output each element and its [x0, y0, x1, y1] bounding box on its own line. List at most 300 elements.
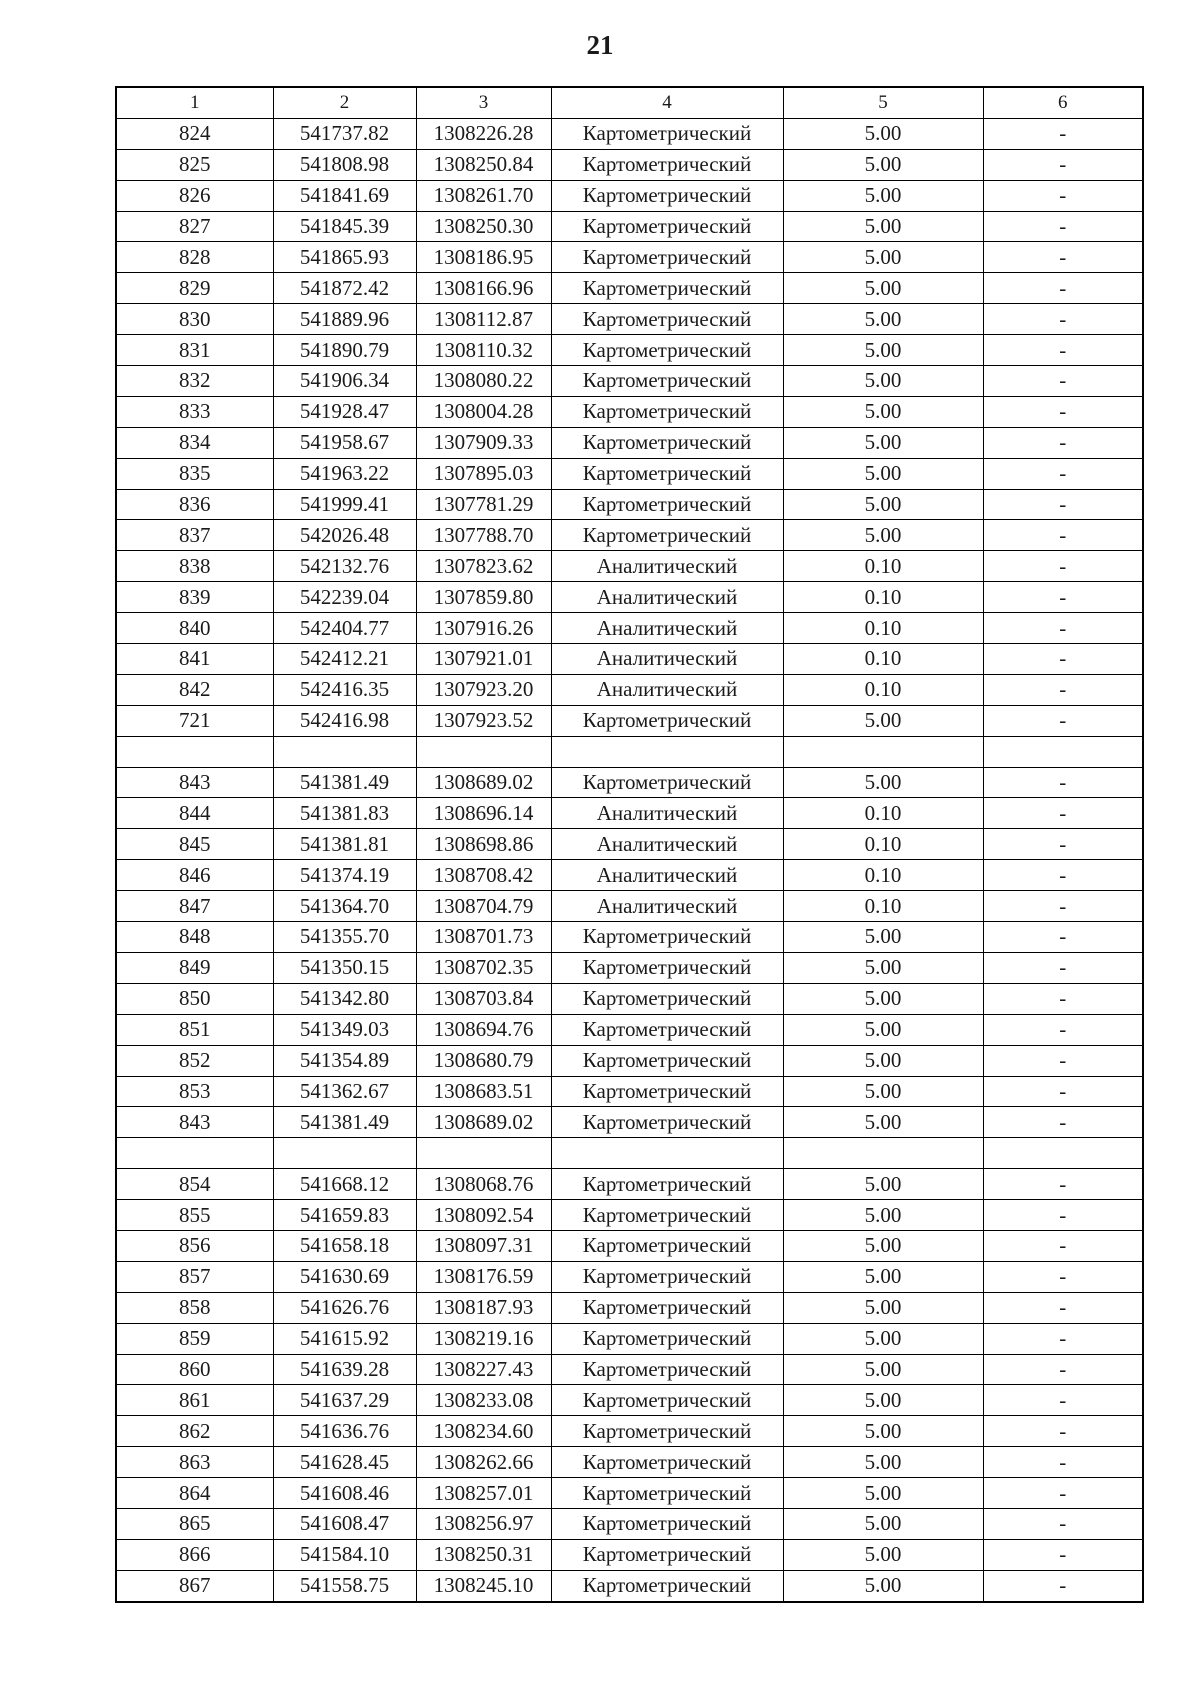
method-cell: Аналитический	[551, 551, 783, 582]
y-coordinate-cell: 1308701.73	[416, 922, 551, 953]
x-coordinate-cell: 542404.77	[273, 613, 416, 644]
accuracy-cell: 0.10	[783, 582, 983, 613]
x-coordinate-cell: 542239.04	[273, 582, 416, 613]
accuracy-cell: 5.00	[783, 1200, 983, 1231]
table-row	[116, 798, 1143, 829]
method-cell: Картометрический	[551, 118, 783, 149]
method-cell: Картометрический	[551, 952, 783, 983]
method-cell: Аналитический	[551, 860, 783, 891]
table-row	[116, 891, 1143, 922]
accuracy-cell: 0.10	[783, 860, 983, 891]
x-coordinate-cell: 541342.80	[273, 983, 416, 1014]
method-cell: Картометрический	[551, 922, 783, 953]
method-cell: Картометрический	[551, 335, 783, 366]
x-coordinate-cell: 541872.42	[273, 273, 416, 304]
point-number-cell: 853	[116, 1076, 273, 1107]
method-cell: Картометрический	[551, 983, 783, 1014]
point-number-cell: 825	[116, 149, 273, 180]
header-cell-col-1: 1	[116, 87, 273, 118]
accuracy-cell: 5.00	[783, 1478, 983, 1509]
table-row	[116, 860, 1143, 891]
description-cell: -	[983, 335, 1143, 366]
x-coordinate-cell: 541626.76	[273, 1292, 416, 1323]
accuracy-cell: 5.00	[783, 304, 983, 335]
y-coordinate-cell: 1308698.86	[416, 829, 551, 860]
method-cell: Картометрический	[551, 1169, 783, 1200]
x-coordinate-cell: 541928.47	[273, 396, 416, 427]
x-coordinate-cell: 541381.81	[273, 829, 416, 860]
table-row	[116, 1323, 1143, 1354]
point-number-cell: 859	[116, 1323, 273, 1354]
point-number-cell: 842	[116, 674, 273, 705]
description-cell: -	[983, 1478, 1143, 1509]
y-coordinate-cell: 1307788.70	[416, 520, 551, 551]
method-cell: Картометрический	[551, 1354, 783, 1385]
description-cell: -	[983, 551, 1143, 582]
description-cell: -	[983, 952, 1143, 983]
y-coordinate-cell: 1308245.10	[416, 1570, 551, 1601]
description-cell: -	[983, 705, 1143, 736]
description-cell: -	[983, 396, 1143, 427]
accuracy-cell: 5.00	[783, 1169, 983, 1200]
description-cell: -	[983, 613, 1143, 644]
y-coordinate-cell: 1307923.20	[416, 674, 551, 705]
table-row	[116, 551, 1143, 582]
point-number-cell: 829	[116, 273, 273, 304]
description-cell: -	[983, 366, 1143, 397]
description-cell: -	[983, 829, 1143, 860]
table-row	[116, 1261, 1143, 1292]
y-coordinate-cell: 1307921.01	[416, 644, 551, 675]
page-number: 21	[586, 30, 614, 60]
method-cell	[551, 1138, 783, 1169]
description-cell: -	[983, 458, 1143, 489]
accuracy-cell: 5.00	[783, 705, 983, 736]
point-number-cell: 849	[116, 952, 273, 983]
table-row	[116, 1045, 1143, 1076]
method-cell: Картометрический	[551, 1045, 783, 1076]
table-row	[116, 211, 1143, 242]
x-coordinate-cell: 541737.82	[273, 118, 416, 149]
x-coordinate-cell: 541658.18	[273, 1230, 416, 1261]
description-cell: -	[983, 1014, 1143, 1045]
x-coordinate-cell: 541999.41	[273, 489, 416, 520]
description-cell: -	[983, 211, 1143, 242]
x-coordinate-cell: 541364.70	[273, 891, 416, 922]
description-cell: -	[983, 1169, 1143, 1200]
point-number-cell: 836	[116, 489, 273, 520]
table-body	[116, 118, 1143, 1601]
description-cell: -	[983, 1230, 1143, 1261]
x-coordinate-cell: 541630.69	[273, 1261, 416, 1292]
x-coordinate-cell: 541608.46	[273, 1478, 416, 1509]
method-cell: Картометрический	[551, 1539, 783, 1570]
accuracy-cell: 5.00	[783, 922, 983, 953]
point-number-cell	[116, 1138, 273, 1169]
point-number-cell: 824	[116, 118, 273, 149]
y-coordinate-cell: 1308233.08	[416, 1385, 551, 1416]
method-cell: Аналитический	[551, 582, 783, 613]
y-coordinate-cell: 1308250.30	[416, 211, 551, 242]
accuracy-cell: 5.00	[783, 1539, 983, 1570]
y-coordinate-cell: 1308696.14	[416, 798, 551, 829]
x-coordinate-cell	[273, 1138, 416, 1169]
point-number-cell: 851	[116, 1014, 273, 1045]
y-coordinate-cell: 1308097.31	[416, 1230, 551, 1261]
point-number-cell: 826	[116, 180, 273, 211]
accuracy-cell: 5.00	[783, 767, 983, 798]
table-row	[116, 674, 1143, 705]
x-coordinate-cell: 542026.48	[273, 520, 416, 551]
accuracy-cell: 5.00	[783, 366, 983, 397]
y-coordinate-cell: 1308187.93	[416, 1292, 551, 1323]
description-cell: -	[983, 767, 1143, 798]
method-cell: Аналитический	[551, 644, 783, 675]
accuracy-cell: 5.00	[783, 1261, 983, 1292]
point-number-cell: 832	[116, 366, 273, 397]
accuracy-cell: 5.00	[783, 427, 983, 458]
accuracy-cell: 5.00	[783, 489, 983, 520]
table-row	[116, 427, 1143, 458]
method-cell: Картометрический	[551, 1292, 783, 1323]
method-cell: Картометрический	[551, 1014, 783, 1045]
description-cell	[983, 1138, 1143, 1169]
method-cell: Картометрический	[551, 396, 783, 427]
accuracy-cell: 5.00	[783, 1570, 983, 1601]
point-number-cell: 856	[116, 1230, 273, 1261]
point-number-cell: 839	[116, 582, 273, 613]
x-coordinate-cell: 542416.98	[273, 705, 416, 736]
method-cell: Картометрический	[551, 304, 783, 335]
y-coordinate-cell: 1308004.28	[416, 396, 551, 427]
y-coordinate-cell: 1308110.32	[416, 335, 551, 366]
table-row	[116, 489, 1143, 520]
description-cell: -	[983, 1570, 1143, 1601]
point-number-cell: 861	[116, 1385, 273, 1416]
method-cell: Аналитический	[551, 798, 783, 829]
table-row	[116, 952, 1143, 983]
method-cell: Картометрический	[551, 1416, 783, 1447]
table-row	[116, 1076, 1143, 1107]
accuracy-cell: 5.00	[783, 1076, 983, 1107]
point-number-cell: 863	[116, 1447, 273, 1478]
accuracy-cell: 5.00	[783, 1323, 983, 1354]
accuracy-cell: 5.00	[783, 1107, 983, 1138]
point-number-cell: 830	[116, 304, 273, 335]
y-coordinate-cell: 1308257.01	[416, 1478, 551, 1509]
point-number-cell: 858	[116, 1292, 273, 1323]
accuracy-cell: 5.00	[783, 1354, 983, 1385]
header-cell-col-2: 2	[273, 87, 416, 118]
header-cell-col-6: 6	[983, 87, 1143, 118]
method-cell: Картометрический	[551, 366, 783, 397]
accuracy-cell: 5.00	[783, 180, 983, 211]
description-cell: -	[983, 644, 1143, 675]
x-coordinate-cell: 541958.67	[273, 427, 416, 458]
x-coordinate-cell: 541381.83	[273, 798, 416, 829]
table-row	[116, 1416, 1143, 1447]
x-coordinate-cell: 541349.03	[273, 1014, 416, 1045]
accuracy-cell	[783, 1138, 983, 1169]
x-coordinate-cell: 541889.96	[273, 304, 416, 335]
x-coordinate-cell: 541608.47	[273, 1508, 416, 1539]
accuracy-cell: 0.10	[783, 551, 983, 582]
method-cell: Картометрический	[551, 273, 783, 304]
y-coordinate-cell: 1308256.97	[416, 1508, 551, 1539]
point-number-cell: 844	[116, 798, 273, 829]
x-coordinate-cell: 541636.76	[273, 1416, 416, 1447]
point-number-cell: 834	[116, 427, 273, 458]
header-cell-col-3: 3	[416, 87, 551, 118]
y-coordinate-cell: 1307781.29	[416, 489, 551, 520]
accuracy-cell: 5.00	[783, 1230, 983, 1261]
table-row	[116, 1230, 1143, 1261]
method-cell: Картометрический	[551, 242, 783, 273]
point-number-cell: 835	[116, 458, 273, 489]
x-coordinate-cell: 542132.76	[273, 551, 416, 582]
x-coordinate-cell: 541659.83	[273, 1200, 416, 1231]
accuracy-cell: 0.10	[783, 644, 983, 675]
x-coordinate-cell: 541637.29	[273, 1385, 416, 1416]
point-number-cell: 857	[116, 1261, 273, 1292]
point-number-cell: 838	[116, 551, 273, 582]
description-cell: -	[983, 489, 1143, 520]
description-cell: -	[983, 582, 1143, 613]
accuracy-cell: 5.00	[783, 458, 983, 489]
accuracy-cell: 0.10	[783, 674, 983, 705]
accuracy-cell: 5.00	[783, 1292, 983, 1323]
description-cell: -	[983, 891, 1143, 922]
x-coordinate-cell: 541584.10	[273, 1539, 416, 1570]
point-number-cell: 831	[116, 335, 273, 366]
description-cell: -	[983, 1045, 1143, 1076]
description-cell: -	[983, 520, 1143, 551]
y-coordinate-cell: 1308689.02	[416, 767, 551, 798]
method-cell: Картометрический	[551, 705, 783, 736]
accuracy-cell: 0.10	[783, 891, 983, 922]
table-row	[116, 1107, 1143, 1138]
description-cell	[983, 736, 1143, 767]
point-number-cell: 867	[116, 1570, 273, 1601]
x-coordinate-cell: 541381.49	[273, 1107, 416, 1138]
y-coordinate-cell: 1308262.66	[416, 1447, 551, 1478]
table-row	[116, 1014, 1143, 1045]
table-row	[116, 149, 1143, 180]
method-cell: Картометрический	[551, 1261, 783, 1292]
y-coordinate-cell: 1308092.54	[416, 1200, 551, 1231]
y-coordinate-cell: 1308226.28	[416, 118, 551, 149]
accuracy-cell: 0.10	[783, 613, 983, 644]
table-row	[116, 736, 1143, 767]
table-row	[116, 1292, 1143, 1323]
method-cell: Аналитический	[551, 674, 783, 705]
x-coordinate-cell: 541841.69	[273, 180, 416, 211]
accuracy-cell: 5.00	[783, 273, 983, 304]
y-coordinate-cell: 1307909.33	[416, 427, 551, 458]
table-row	[116, 1570, 1143, 1601]
y-coordinate-cell: 1308080.22	[416, 366, 551, 397]
description-cell: -	[983, 427, 1143, 458]
x-coordinate-cell: 541355.70	[273, 922, 416, 953]
header-row	[116, 87, 1143, 118]
y-coordinate-cell: 1307859.80	[416, 582, 551, 613]
table-header	[116, 87, 1143, 118]
coordinates-table	[115, 86, 1144, 1603]
table-row	[116, 1169, 1143, 1200]
accuracy-cell: 5.00	[783, 983, 983, 1014]
point-number-cell: 850	[116, 983, 273, 1014]
y-coordinate-cell: 1307823.62	[416, 551, 551, 582]
method-cell: Картометрический	[551, 1508, 783, 1539]
y-coordinate-cell: 1307923.52	[416, 705, 551, 736]
table-row	[116, 1138, 1143, 1169]
table-row	[116, 1478, 1143, 1509]
table-row	[116, 767, 1143, 798]
x-coordinate-cell: 541845.39	[273, 211, 416, 242]
method-cell: Картометрический	[551, 1107, 783, 1138]
x-coordinate-cell: 541639.28	[273, 1354, 416, 1385]
point-number-cell: 843	[116, 1107, 273, 1138]
x-coordinate-cell: 542412.21	[273, 644, 416, 675]
table-row	[116, 304, 1143, 335]
description-cell: -	[983, 1447, 1143, 1478]
method-cell: Картометрический	[551, 427, 783, 458]
point-number-cell: 841	[116, 644, 273, 675]
method-cell: Картометрический	[551, 1230, 783, 1261]
point-number-cell: 843	[116, 767, 273, 798]
table-row	[116, 1354, 1143, 1385]
accuracy-cell: 5.00	[783, 149, 983, 180]
description-cell: -	[983, 149, 1143, 180]
description-cell: -	[983, 1323, 1143, 1354]
method-cell: Картометрический	[551, 1447, 783, 1478]
description-cell: -	[983, 1292, 1143, 1323]
description-cell: -	[983, 1416, 1143, 1447]
description-cell: -	[983, 983, 1143, 1014]
description-cell: -	[983, 273, 1143, 304]
x-coordinate-cell: 542416.35	[273, 674, 416, 705]
x-coordinate-cell	[273, 736, 416, 767]
method-cell: Картометрический	[551, 1323, 783, 1354]
table-row	[116, 1385, 1143, 1416]
y-coordinate-cell: 1308176.59	[416, 1261, 551, 1292]
description-cell: -	[983, 1107, 1143, 1138]
accuracy-cell: 5.00	[783, 335, 983, 366]
description-cell: -	[983, 798, 1143, 829]
description-cell: -	[983, 1261, 1143, 1292]
point-number-cell: 864	[116, 1478, 273, 1509]
x-coordinate-cell: 541615.92	[273, 1323, 416, 1354]
accuracy-cell: 5.00	[783, 211, 983, 242]
description-cell: -	[983, 1076, 1143, 1107]
y-coordinate-cell: 1308219.16	[416, 1323, 551, 1354]
point-number-cell: 845	[116, 829, 273, 860]
table-row	[116, 180, 1143, 211]
method-cell: Картометрический	[551, 1200, 783, 1231]
table-row	[116, 1200, 1143, 1231]
point-number-cell: 847	[116, 891, 273, 922]
point-number-cell: 828	[116, 242, 273, 273]
method-cell: Картометрический	[551, 180, 783, 211]
table-row	[116, 582, 1143, 613]
y-coordinate-cell: 1308704.79	[416, 891, 551, 922]
point-number-cell: 827	[116, 211, 273, 242]
x-coordinate-cell: 541374.19	[273, 860, 416, 891]
accuracy-cell: 5.00	[783, 1045, 983, 1076]
table-row	[116, 1539, 1143, 1570]
table-row	[116, 335, 1143, 366]
table-row	[116, 396, 1143, 427]
x-coordinate-cell: 541362.67	[273, 1076, 416, 1107]
accuracy-cell: 0.10	[783, 798, 983, 829]
accuracy-cell: 5.00	[783, 1385, 983, 1416]
y-coordinate-cell: 1308250.84	[416, 149, 551, 180]
x-coordinate-cell: 541808.98	[273, 149, 416, 180]
method-cell: Картометрический	[551, 767, 783, 798]
table-row	[116, 644, 1143, 675]
point-number-cell: 854	[116, 1169, 273, 1200]
method-cell: Картометрический	[551, 489, 783, 520]
table-row	[116, 520, 1143, 551]
table-row	[116, 922, 1143, 953]
point-number-cell	[116, 736, 273, 767]
point-number-cell: 721	[116, 705, 273, 736]
accuracy-cell: 5.00	[783, 1416, 983, 1447]
accuracy-cell: 5.00	[783, 952, 983, 983]
description-cell: -	[983, 1354, 1143, 1385]
table-row	[116, 366, 1143, 397]
method-cell	[551, 736, 783, 767]
description-cell: -	[983, 1539, 1143, 1570]
y-coordinate-cell: 1307916.26	[416, 613, 551, 644]
y-coordinate-cell: 1308234.60	[416, 1416, 551, 1447]
x-coordinate-cell: 541558.75	[273, 1570, 416, 1601]
description-cell: -	[983, 1508, 1143, 1539]
y-coordinate-cell: 1308680.79	[416, 1045, 551, 1076]
description-cell: -	[983, 674, 1143, 705]
method-cell: Картометрический	[551, 458, 783, 489]
y-coordinate-cell: 1308702.35	[416, 952, 551, 983]
y-coordinate-cell: 1308112.87	[416, 304, 551, 335]
x-coordinate-cell: 541906.34	[273, 366, 416, 397]
description-cell: -	[983, 1385, 1143, 1416]
description-cell: -	[983, 242, 1143, 273]
x-coordinate-cell: 541350.15	[273, 952, 416, 983]
method-cell: Аналитический	[551, 829, 783, 860]
accuracy-cell: 5.00	[783, 242, 983, 273]
y-coordinate-cell: 1308689.02	[416, 1107, 551, 1138]
table-row	[116, 983, 1143, 1014]
method-cell: Картометрический	[551, 1076, 783, 1107]
header-cell-col-4: 4	[551, 87, 783, 118]
point-number-cell: 865	[116, 1508, 273, 1539]
description-cell: -	[983, 180, 1143, 211]
accuracy-cell	[783, 736, 983, 767]
point-number-cell: 837	[116, 520, 273, 551]
x-coordinate-cell: 541668.12	[273, 1169, 416, 1200]
table-row	[116, 613, 1143, 644]
table-row	[116, 1447, 1143, 1478]
y-coordinate-cell: 1308708.42	[416, 860, 551, 891]
y-coordinate-cell: 1308694.76	[416, 1014, 551, 1045]
header-cell-col-5: 5	[783, 87, 983, 118]
x-coordinate-cell: 541865.93	[273, 242, 416, 273]
description-cell: -	[983, 118, 1143, 149]
method-cell: Картометрический	[551, 211, 783, 242]
x-coordinate-cell: 541628.45	[273, 1447, 416, 1478]
accuracy-cell: 5.00	[783, 520, 983, 551]
x-coordinate-cell: 541890.79	[273, 335, 416, 366]
